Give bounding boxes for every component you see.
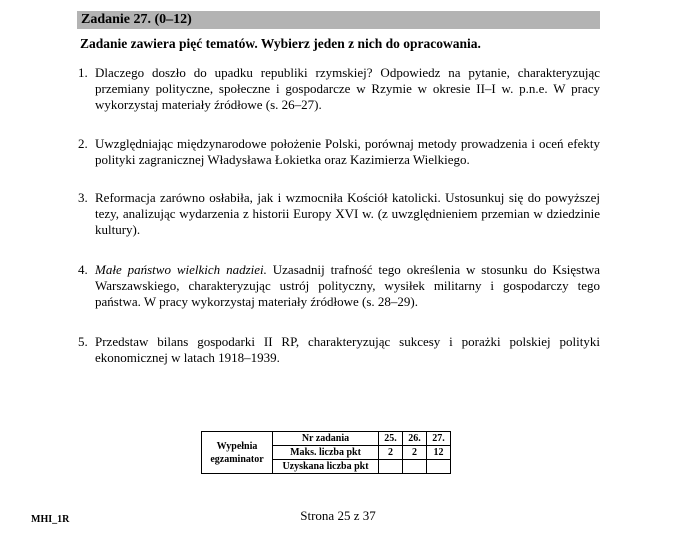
- task-instruction: Zadanie zawiera pięć tematów. Wybierz jeden z nich do opracowania.: [80, 36, 481, 51]
- task-number-cell: 26.: [403, 432, 427, 446]
- score-table-row-task-label: Nr zadania: [273, 432, 379, 446]
- topic-text: Uwzględniając międzynarodowe położenie Polski, porównaj metody prowadzenia i oceń efekty polityki zagranicznej Władysława Łokietka oraz Kazimierza Wielkiego.: [95, 136, 600, 167]
- topic-number: 4.: [78, 262, 88, 277]
- task-number-cell: 27.: [427, 432, 451, 446]
- max-points-cell: 12: [427, 446, 451, 460]
- obtained-points-cell[interactable]: [403, 460, 427, 474]
- score-table-side-label: Wypełnia egzaminator: [202, 432, 273, 474]
- topic-number: 5.: [78, 334, 88, 349]
- obtained-points-cell[interactable]: [427, 460, 451, 474]
- topic-text: Dlaczego doszło do upadku republiki rzymskiej? Odpowiedz na pytanie, charakteryzując przemiany polityczne, społeczne i gospodarcze w Rzymie w okresie II–I w. p.n.e. W pracy wykorzystaj materiały źródłowe (s. 26–27).: [95, 65, 600, 112]
- topic-text-body: Uzasadnij trafność tego określenia w stosunku do Księstwa Warszawskiego, charakteryzując ustrój polityczny, wysiłek militarny i gospodarczy tego państwa. W pracy wykorzystaj materiały źródłowe (s. 28–29).: [95, 262, 600, 309]
- topic-number: 2.: [78, 136, 88, 151]
- task-header-bar: [77, 11, 600, 29]
- score-table-row-max-label: Maks. liczba pkt: [273, 446, 379, 460]
- score-table: [201, 431, 451, 474]
- topic-number: 3.: [78, 190, 88, 205]
- topic-5: [78, 334, 600, 366]
- topic-italic-title: Małe państwo wielkich nadziei.: [95, 262, 267, 277]
- topic-text: [95, 262, 600, 310]
- max-points-cell: 2: [403, 446, 427, 460]
- topic-text: Przedstaw bilans gospodarki II RP, charakteryzując sukcesy i porażki polskiej polityki ekonomicznej w latach 1918–1939.: [95, 334, 600, 365]
- topic-4: [78, 262, 600, 310]
- exam-code: MHI_1R: [31, 514, 70, 525]
- topic-number: 1.: [78, 65, 88, 80]
- page-number: Strona 25 z 37: [300, 508, 376, 523]
- score-table-row-obtained-label: Uzyskana liczba pkt: [273, 460, 379, 474]
- topic-1: [78, 65, 600, 113]
- task-title: Zadanie 27. (0–12): [81, 12, 192, 27]
- topic-3: [78, 190, 600, 238]
- topic-2: [78, 136, 600, 168]
- max-points-cell: 2: [379, 446, 403, 460]
- task-number-cell: 25.: [379, 432, 403, 446]
- topic-text: Reformacja zarówno osłabiła, jak i wzmocniła Kościół katolicki. Ustosunkuj się do powyższej tezy, analizując wydarzenia z historii Europy XVI w. (z uwzględnieniem przemian w dziedzinie kultury).: [95, 190, 600, 237]
- obtained-points-cell[interactable]: [379, 460, 403, 474]
